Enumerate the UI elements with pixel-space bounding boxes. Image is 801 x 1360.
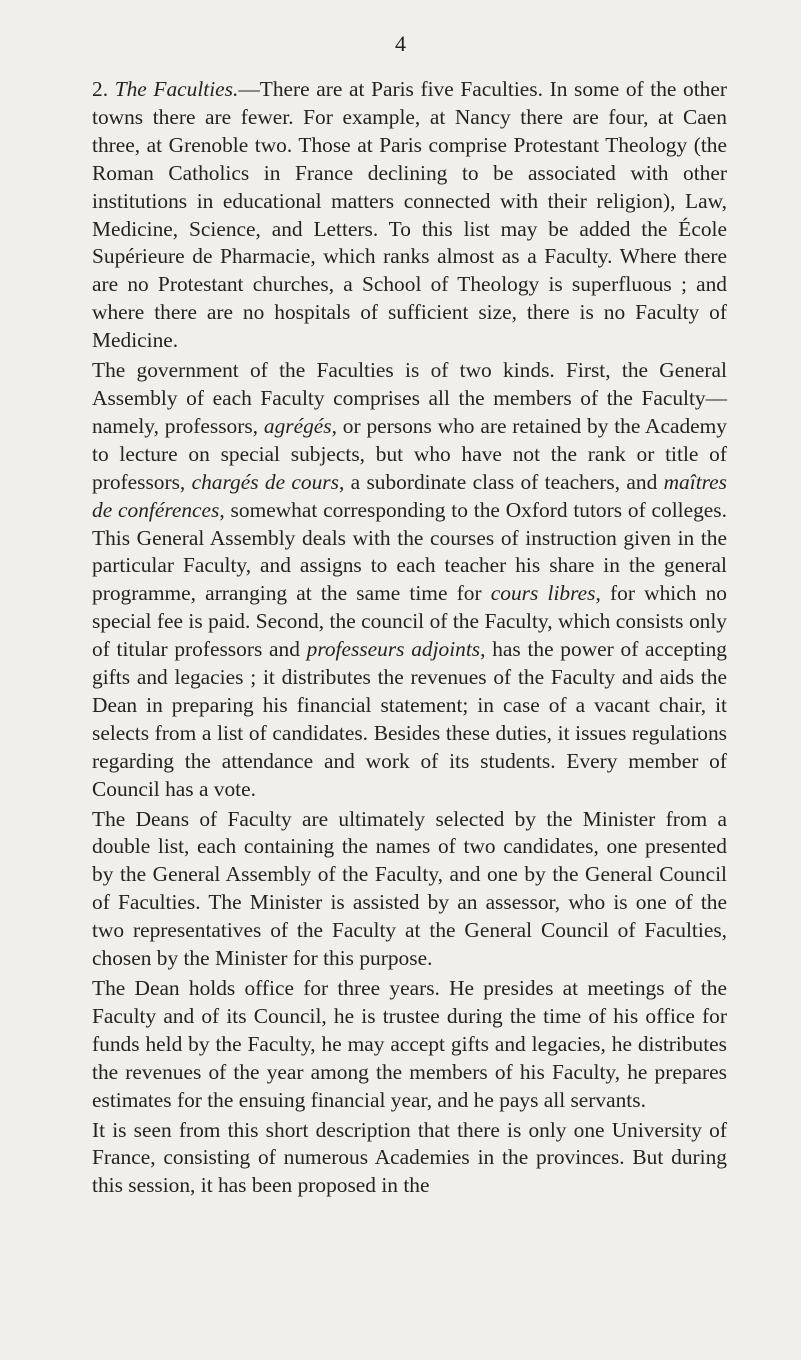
italic-term: professeurs adjoints bbox=[306, 637, 481, 662]
italic-term: chargés de cours bbox=[191, 469, 339, 494]
paragraph-text: , a subordinate class of teachers, and bbox=[338, 469, 664, 494]
section-number: 2. bbox=[92, 77, 109, 101]
paragraph-text: , or persons who are retained by the Academy to lecture on special subjects, but who have not the rank or title of professors, bbox=[92, 413, 727, 494]
paragraph-deans bbox=[92, 806, 727, 973]
page-number: 4 bbox=[395, 31, 406, 56]
paragraph-dean-office bbox=[92, 975, 727, 1115]
paragraph-text: , has the power of accepting gifts and legacies ; it distributes the revenues of the Faculty and aids the Dean in preparing his financial statement; in case of a vacant chair, it selects from a list of candidates. Besides these duties, it issues regulations regarding the attendance and work of its students. Every member of Council has a vote. bbox=[92, 637, 727, 801]
italic-term: cours libres bbox=[490, 581, 596, 606]
paragraph-text: There are at Paris five Faculties. In some of the other towns there are fewer. For example, at Nancy there are four, at Caen three, at Grenoble two. Those at Paris comprise Protestant Theology (the Roman Catholics in France declining to be associated with other institutions in educational matters connected with their religion), Law, Medicine, Science, and Letters. To this list may be added the École Supérieure de Pharmacie, which ranks almost as a Faculty. Where there are no Protestant churches, a School of Theology is superfluous ; and where there are no hospitals of sufficient size, there is no Faculty of Medicine. bbox=[92, 77, 727, 353]
paragraph-government bbox=[92, 357, 727, 804]
paragraph-text: , somewhat corresponding to the Oxford tutors of colleges. This General Assembly deals with the courses of instruction given in the particular Faculty, and assigns to each teacher his share in the general programme, arranging at the same time for bbox=[92, 497, 727, 606]
paragraph-text: It is seen from this short description that there is only one University of France, consisting of numerous Academies in the provinces. But during this session, it has been proposed in the bbox=[92, 1117, 727, 1198]
paragraph-text: The Deans of Faculty are ultimately selected by the Minister from a double list, each containing the names of two candidates, one presented by the General Assembly of the Faculty, and one by the General Council of Faculties. The Minister is assisted by an assessor, who is one of the two representatives of the Faculty at the General Council of Faculties, chosen by the Minister for this purpose. bbox=[92, 806, 727, 971]
heading-dash: — bbox=[238, 77, 260, 101]
paragraph-text: , for which no special fee is paid. Second, the council of the Faculty, which consists only of titular professors and bbox=[92, 581, 728, 662]
paragraph-text: The government of the Faculties is of two kinds. First, the General Assembly of each Faculty comprises all the members of the Faculty—namely, professors, bbox=[92, 358, 727, 438]
paragraph-faculties-intro bbox=[92, 76, 727, 355]
section-heading: The Faculties. bbox=[114, 77, 239, 101]
italic-term: maîtres de conférences bbox=[92, 469, 727, 522]
paragraph-text: The Dean holds office for three years. He presides at meetings of the Faculty and of its Council, he is trustee during the time of his office for funds held by the Faculty, he may accept gifts and legacies, he distributes the revenues of the year among the members of his Faculty, he prepares estimates for the ensuing financial year, and he pays all servants. bbox=[92, 976, 727, 1112]
paragraph-university bbox=[92, 1117, 727, 1201]
italic-term: agrégés bbox=[263, 413, 332, 438]
